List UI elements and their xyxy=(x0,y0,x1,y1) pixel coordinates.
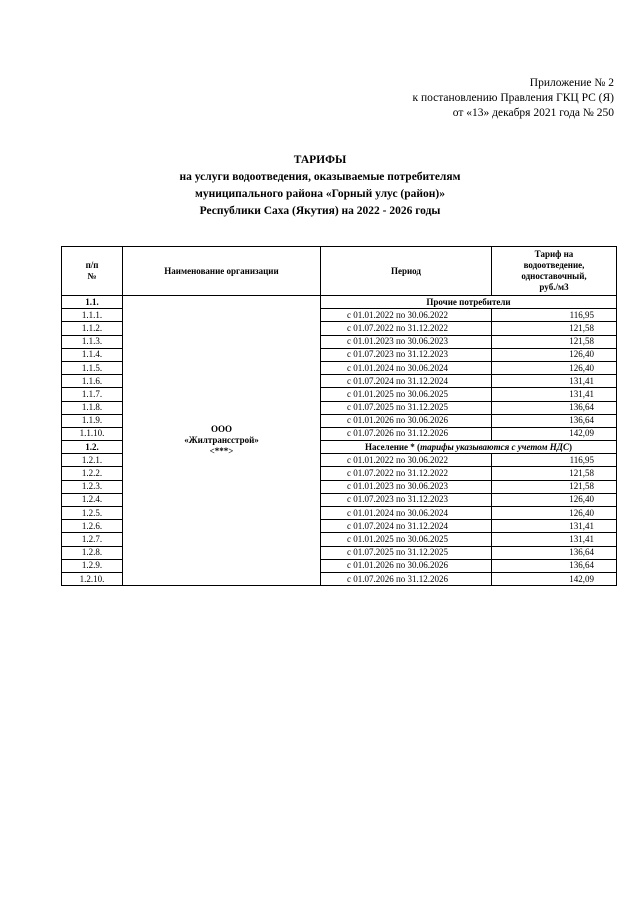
title-line-1: ТАРИФЫ xyxy=(293,154,347,166)
row-value: 142,09 xyxy=(492,572,617,585)
row-value: 131,41 xyxy=(492,375,617,388)
header-tariff-line-2: водоотведение, xyxy=(523,260,585,270)
row-value: 126,40 xyxy=(492,361,617,374)
header-num xyxy=(62,247,123,296)
row-num: 1.2.7. xyxy=(62,533,123,546)
row-period: с 01.07.2026 по 31.12.2026 xyxy=(321,572,492,585)
row-num: 1.2.9. xyxy=(62,559,123,572)
group-num: 1.2. xyxy=(62,441,123,454)
row-period: с 01.07.2026 по 31.12.2026 xyxy=(321,427,492,440)
header-tariff-line-3: одноставочный, xyxy=(521,271,587,281)
title-line-3: муниципального района «Горный улус (район)» xyxy=(195,188,445,200)
title-line-2: на услуги водоотведения, оказываемые потребителям xyxy=(179,171,461,183)
header-num-line-1: п/п xyxy=(85,260,99,270)
group-title-end: ) xyxy=(568,441,572,452)
organization-cell xyxy=(123,296,321,586)
row-value: 131,41 xyxy=(492,388,617,401)
row-value: 121,58 xyxy=(492,322,617,335)
row-period: с 01.01.2026 по 30.06.2026 xyxy=(321,414,492,427)
row-num: 1.2.1. xyxy=(62,454,123,467)
appendix-note xyxy=(413,76,615,121)
row-period: с 01.07.2025 по 31.12.2025 xyxy=(321,546,492,559)
row-value: 116,95 xyxy=(492,454,617,467)
row-value: 131,41 xyxy=(492,533,617,546)
row-period: с 01.01.2024 по 30.06.2024 xyxy=(321,361,492,374)
row-num: 1.2.3. xyxy=(62,480,123,493)
row-num: 1.1.7. xyxy=(62,388,123,401)
row-value: 121,58 xyxy=(492,467,617,480)
row-value: 136,64 xyxy=(492,546,617,559)
row-num: 1.2.8. xyxy=(62,546,123,559)
row-period: с 01.01.2023 по 30.06.2023 xyxy=(321,480,492,493)
row-num: 1.1.6. xyxy=(62,375,123,388)
row-num: 1.1.8. xyxy=(62,401,123,414)
group-num: 1.1. xyxy=(62,296,123,309)
row-period: с 01.07.2023 по 31.12.2023 xyxy=(321,348,492,361)
organization-line-3: <***> xyxy=(209,446,234,457)
appendix-line-1: Приложение № 2 xyxy=(529,77,614,89)
appendix-line-3: от «13» декабря 2021 года № 250 xyxy=(452,107,614,119)
row-value: 142,09 xyxy=(492,427,617,440)
organization-line-1: ООО xyxy=(210,424,232,435)
row-value: 126,40 xyxy=(492,507,617,520)
row-num: 1.1.5. xyxy=(62,361,123,374)
row-num: 1.2.5. xyxy=(62,507,123,520)
row-value: 131,41 xyxy=(492,520,617,533)
row-period: с 01.07.2022 по 31.12.2022 xyxy=(321,322,492,335)
row-num: 1.1.1. xyxy=(62,309,123,322)
group-title: Прочие потребители xyxy=(321,296,617,309)
row-value: 126,40 xyxy=(492,348,617,361)
appendix-line-2: к постановлению Правления ГКЦ РС (Я) xyxy=(412,92,614,104)
row-num: 1.2.4. xyxy=(62,493,123,506)
header-org: Наименование организации xyxy=(123,247,321,296)
row-period: с 01.01.2022 по 30.06.2022 xyxy=(321,309,492,322)
row-value: 136,64 xyxy=(492,414,617,427)
row-value: 136,64 xyxy=(492,559,617,572)
header-num-line-2: № xyxy=(87,271,97,281)
table-body xyxy=(62,296,617,586)
row-value: 121,58 xyxy=(492,480,617,493)
group-title-note: тарифы указываются с учетом НДС xyxy=(420,441,569,452)
row-period: с 01.07.2024 по 31.12.2024 xyxy=(321,520,492,533)
group-title-main: Население * ( xyxy=(365,441,421,452)
row-num: 1.2.6. xyxy=(62,520,123,533)
row-value: 121,58 xyxy=(492,335,617,348)
document-title xyxy=(0,152,640,220)
row-num: 1.1.3. xyxy=(62,335,123,348)
row-num: 1.1.2. xyxy=(62,322,123,335)
group-title xyxy=(321,441,617,454)
row-num: 1.1.9. xyxy=(62,414,123,427)
group-row-1 xyxy=(62,296,617,309)
row-period: с 01.01.2026 по 30.06.2026 xyxy=(321,559,492,572)
organization-line-2: «Жилтрансстрой» xyxy=(184,435,259,446)
row-value: 136,64 xyxy=(492,401,617,414)
row-num: 1.1.10. xyxy=(62,427,123,440)
header-tariff xyxy=(492,247,617,296)
row-period: с 01.07.2023 по 31.12.2023 xyxy=(321,493,492,506)
row-num: 1.2.2. xyxy=(62,467,123,480)
row-period: с 01.07.2025 по 31.12.2025 xyxy=(321,401,492,414)
header-period: Период xyxy=(321,247,492,296)
row-value: 126,40 xyxy=(492,493,617,506)
title-line-4: Республики Саха (Якутия) на 2022 - 2026 годы xyxy=(199,205,441,217)
row-value: 116,95 xyxy=(492,309,617,322)
row-period: с 01.01.2022 по 30.06.2022 xyxy=(321,454,492,467)
row-period: с 01.01.2023 по 30.06.2023 xyxy=(321,335,492,348)
header-tariff-line-1: Тариф на xyxy=(534,249,574,259)
row-period: с 01.01.2024 по 30.06.2024 xyxy=(321,507,492,520)
table-header-row xyxy=(62,247,617,296)
header-tariff-line-4: руб./м3 xyxy=(539,282,569,292)
row-num: 1.2.10. xyxy=(62,572,123,585)
row-num: 1.1.4. xyxy=(62,348,123,361)
row-period: с 01.07.2024 по 31.12.2024 xyxy=(321,375,492,388)
tariff-table xyxy=(61,246,617,586)
row-period: с 01.07.2022 по 31.12.2022 xyxy=(321,467,492,480)
row-period: с 01.01.2025 по 30.06.2025 xyxy=(321,533,492,546)
row-period: с 01.01.2025 по 30.06.2025 xyxy=(321,388,492,401)
